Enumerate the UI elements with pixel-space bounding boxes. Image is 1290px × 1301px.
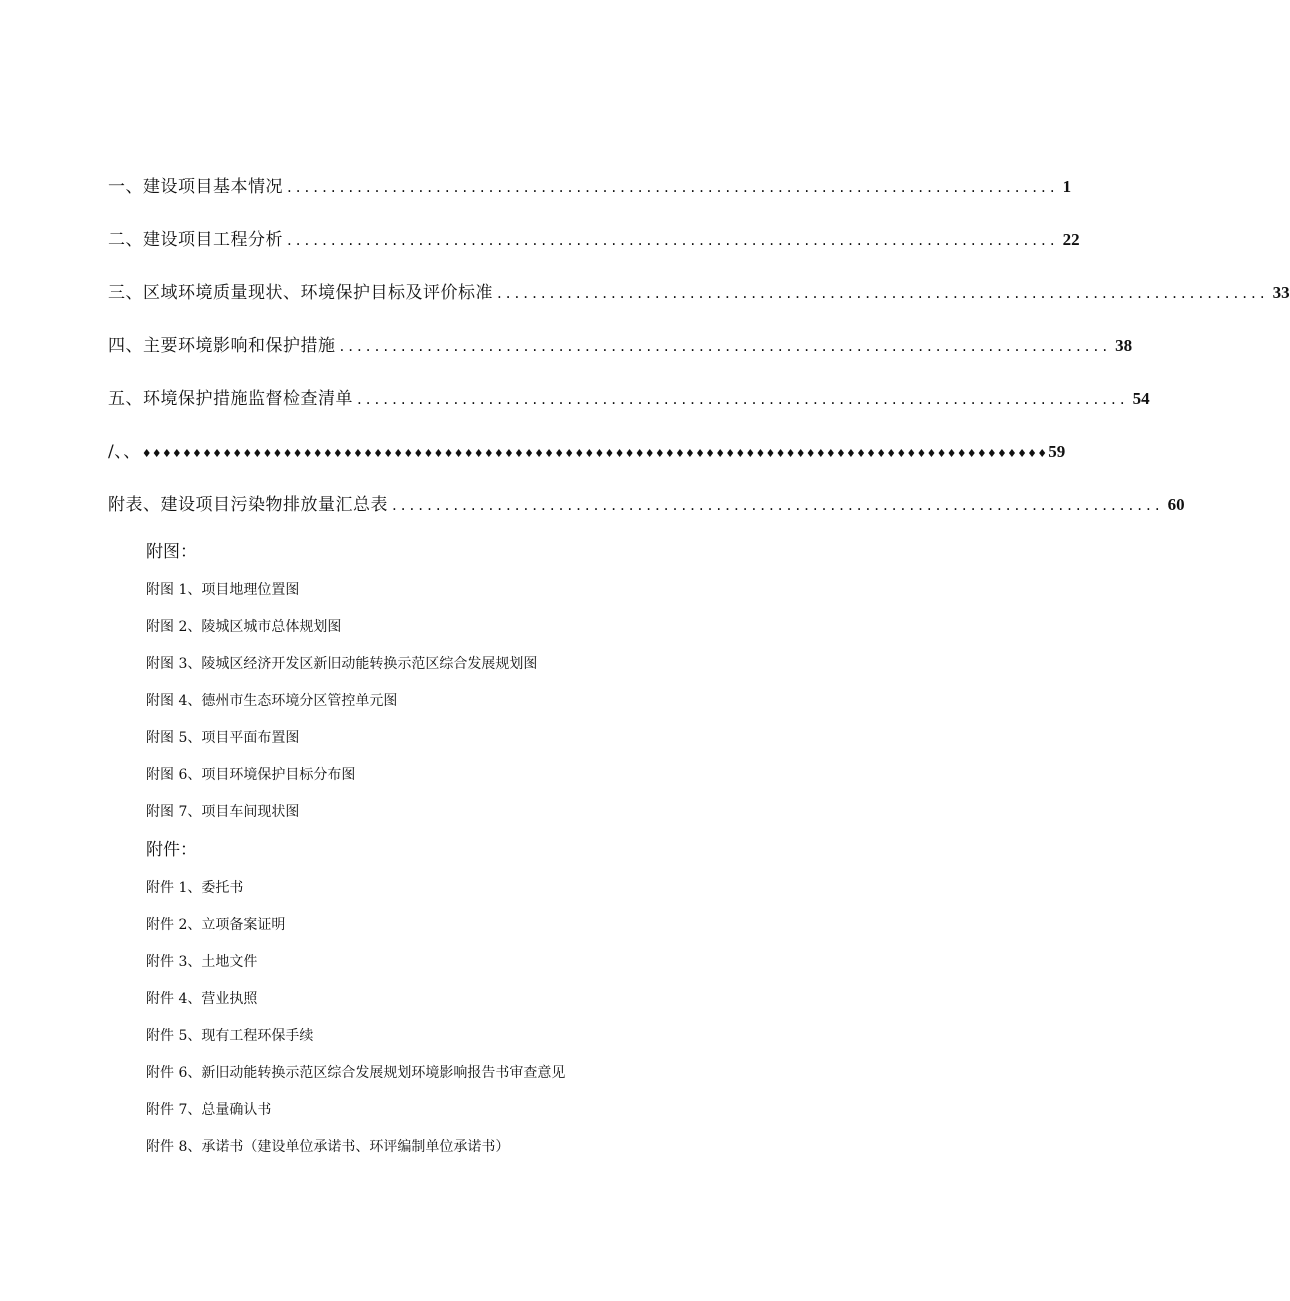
figure-item: 附图 6、项目环境保护目标分布图 [146, 767, 356, 783]
toc-entry-title: /、、 [108, 442, 141, 462]
attachments-heading: 附件： [146, 840, 197, 860]
toc-entry-page: 22 [1062, 230, 1080, 249]
toc-entry-page: 38 [1115, 336, 1133, 355]
toc-entry-7[interactable] [108, 490, 1185, 543]
toc-entry-2[interactable] [108, 225, 1080, 278]
toc-leader-dots: ........................................................................................ [357, 390, 1129, 408]
toc-entry-title: 三、区域环境质量现状、环境保护目标及评价标准 [108, 283, 493, 303]
toc-entry-4[interactable] [108, 331, 1133, 384]
attachment-item: 附件 7、总量确认书 [146, 1102, 272, 1118]
toc-entry-1[interactable] [108, 172, 1072, 225]
attachment-item: 附件 2、立项备案证明 [146, 917, 286, 933]
toc-entry-5[interactable] [108, 384, 1150, 437]
toc-leader-dots: ........................................................................................ [287, 231, 1059, 249]
toc-leader-dots: ........................................................................................ [497, 284, 1269, 302]
toc-entry-title: 五、环境保护措施监督检查清单 [108, 389, 353, 409]
toc-entry-page: 54 [1132, 389, 1150, 408]
toc-entry-title: 附表、建设项目污染物排放量汇总表 [108, 495, 388, 515]
figure-item: 附图 1、项目地理位置图 [146, 582, 300, 598]
toc-entry-page: 59 [1048, 442, 1066, 461]
appendix-list [146, 538, 766, 1170]
toc-entry-page: 60 [1167, 495, 1185, 514]
toc-entry-6[interactable] [108, 437, 1066, 490]
toc-leader-dots: ........................................................................................ [287, 178, 1059, 196]
figure-item: 附图 3、陵城区经济开发区新旧动能转换示范区综合发展规划图 [146, 656, 538, 672]
toc-entry-page: 1 [1062, 177, 1072, 196]
toc-entry-page: 33 [1272, 283, 1290, 302]
toc-leader-dots: ........................................................................................ [339, 337, 1112, 355]
attachment-item: 附件 6、新旧动能转换示范区综合发展规划环境影响报告书审查意见 [146, 1065, 566, 1081]
toc-entry-3[interactable] [108, 278, 1290, 331]
attachment-item: 附件 5、现有工程环保手续 [146, 1028, 314, 1044]
attachment-item: 附件 1、委托书 [146, 880, 244, 896]
toc-leader-diamonds: ♦♦♦♦♦♦♦♦♦♦♦♦♦♦♦♦♦♦♦♦♦♦♦♦♦♦♦♦♦♦♦♦♦♦♦♦♦♦♦♦♦♦♦♦♦♦♦♦♦♦♦♦♦♦♦♦♦♦♦♦♦♦♦♦♦♦♦♦♦♦♦♦♦♦♦♦♦♦♦♦♦♦♦♦♦♦♦♦♦♦ [141, 447, 1048, 460]
attachment-item: 附件 3、土地文件 [146, 954, 258, 970]
figure-item: 附图 4、德州市生态环境分区管控单元图 [146, 693, 398, 709]
table-of-contents [108, 172, 1290, 543]
figure-item: 附图 7、项目车间现状图 [146, 804, 300, 820]
toc-entry-title: 一、建设项目基本情况 [108, 177, 283, 197]
figures-heading: 附图： [146, 542, 197, 562]
attachment-item: 附件 8、承诺书（建设单位承诺书、环评编制单位承诺书） [146, 1139, 510, 1155]
figure-item: 附图 5、项目平面布置图 [146, 730, 300, 746]
attachment-item: 附件 4、营业执照 [146, 991, 258, 1007]
figure-item: 附图 2、陵城区城市总体规划图 [146, 619, 342, 635]
toc-leader-dots: ........................................................................................ [392, 496, 1164, 514]
toc-entry-title: 四、主要环境影响和保护措施 [108, 336, 336, 356]
toc-entry-title: 二、建设项目工程分析 [108, 230, 283, 250]
